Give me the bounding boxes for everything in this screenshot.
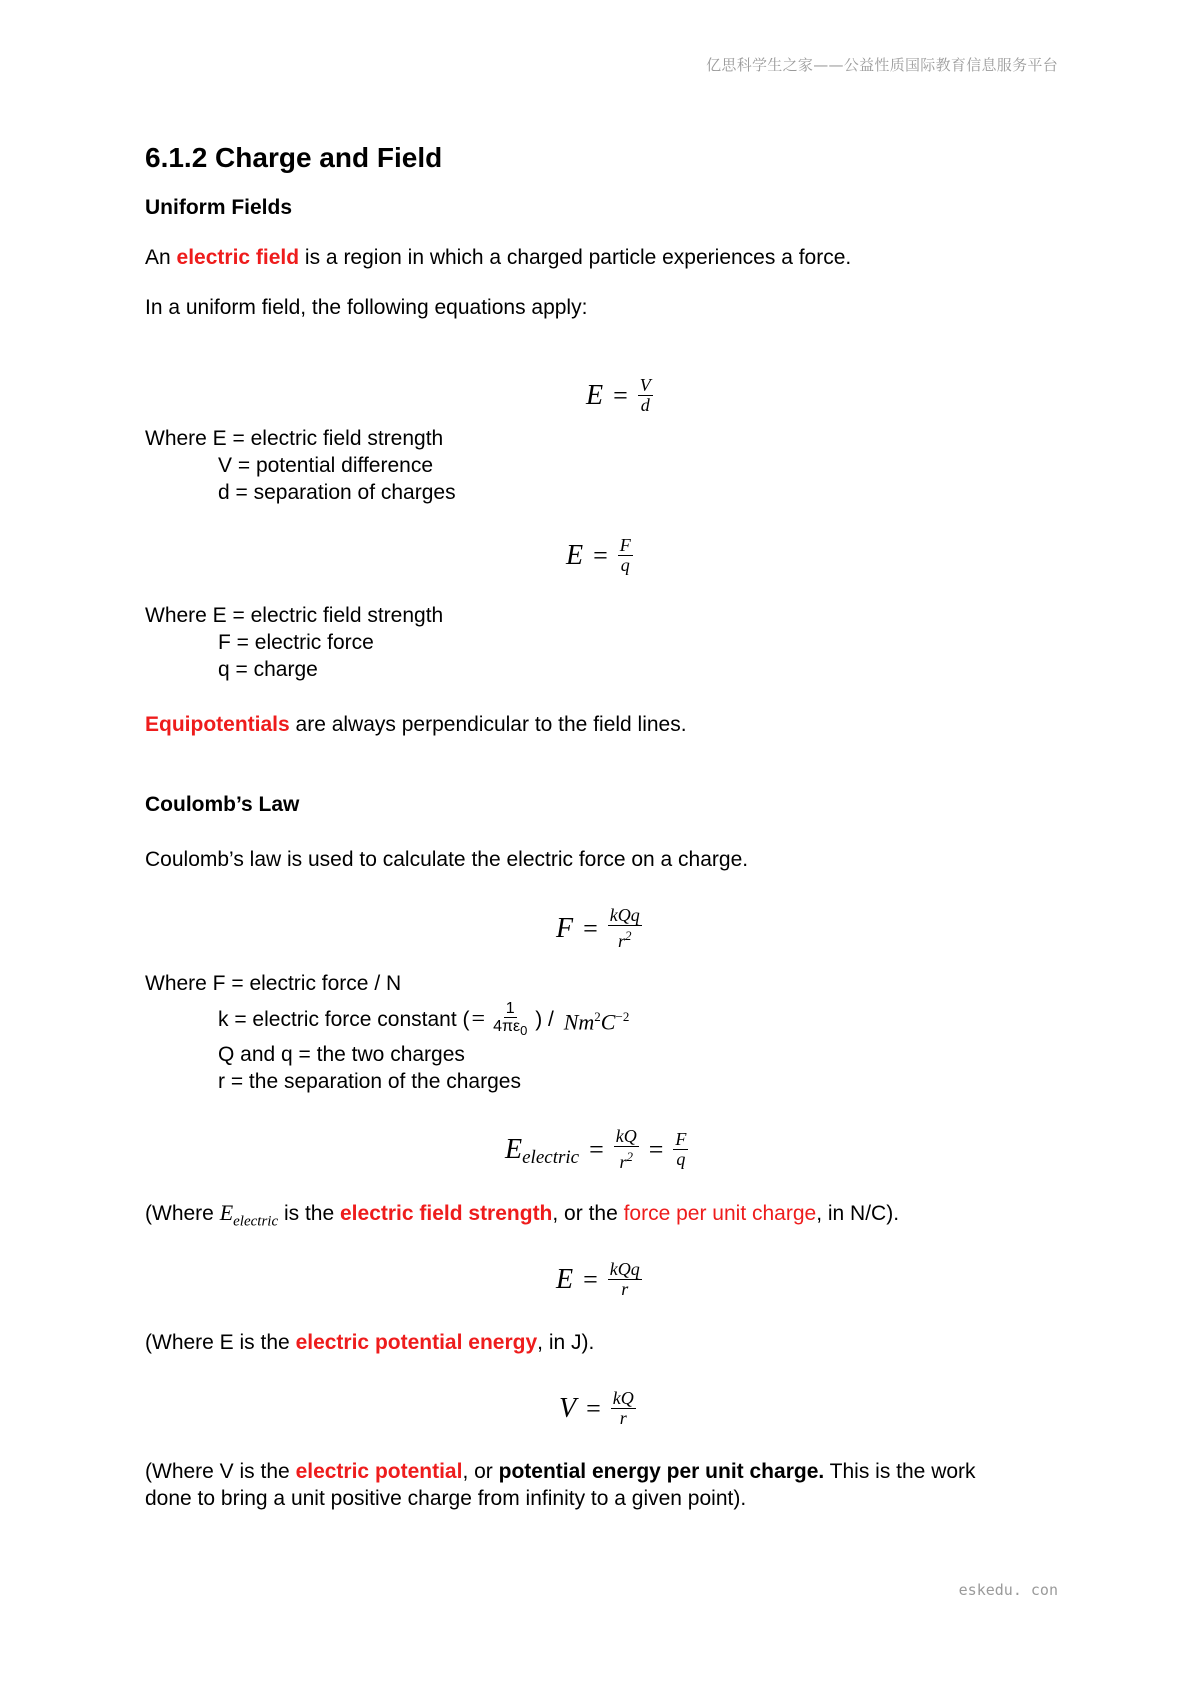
paragraph-electric-field-def: An electric field is a region in which a charged particle experiences a force. [145,246,852,269]
equation-f-kqq-over-r2: F = $\frac{\text{kQq}}{r^2}$ [556,905,640,951]
footer-url: eskedu. con [958,1581,1058,1599]
where-line: F = electric force [218,631,374,654]
paragraph-equipotentials: Equipotentials are always perpendicular to the field lines. [145,713,687,736]
where-line: d = separation of charges [218,481,456,504]
page-title: 6.1.2 Charge and Field [145,142,443,173]
heading-coulombs-law: Coulomb’s Law [145,793,300,816]
term-electric-potential-energy: electric potential energy [295,1331,538,1354]
term-electric-field: electric field [176,246,300,269]
equation-v-kq-over-r: V = $\frac{kQ}{r}$ [559,1388,634,1428]
equation-e-f-over-q: E = $\frac{F}{q}$ [566,535,631,575]
paragraph-uniform-equations: In a uniform field, the following equations apply: [145,296,588,319]
paragraph-electric-potential-line2: done to bring a unit positive charge from infinity to a given point). [145,1487,747,1510]
where-line: Where F = electric force / N [145,972,402,995]
paragraph-field-strength: (Where $E_{electric}$ is the electric field strength , or the force per unit charge , in N/C). [145,1200,900,1230]
where-line-k-constant: k = electric force constant ( = $\frac{1}{4\pi\varepsilon_0}$ ) / $Nm^2C^{-2}$ [218,1000,630,1039]
where-line: Where E = electric field strength [145,604,444,627]
where-line: q = charge [218,658,318,681]
header-site: 亿思科学生之家——公益性质国际教育信息服务平台 [706,56,1058,74]
equation-e-kqq-over-r: E = $\frac{\text{kQq}}{r}$ [556,1259,640,1299]
paragraph-coulomb-intro: Coulomb’s law is used to calculate the electric force on a charge. [145,848,749,871]
term-electric-field-strength: electric field strength [340,1202,553,1225]
where-line: V = potential difference [218,454,434,477]
term-equipotentials: Equipotentials [145,713,290,736]
where-line: r = the separation of the charges [218,1070,521,1093]
heading-uniform-fields: Uniform Fields [145,196,293,219]
where-line: Q and q = the two charges [218,1043,465,1066]
paragraph-electric-potential: (Where V is the electric potential, or potential energy per unit charge. This is the work [145,1460,976,1483]
equation-e-v-over-d: E = $\frac{V}{d}$ [586,375,651,415]
term-electric-potential: electric potential [295,1460,463,1483]
term-force-per-unit-charge: force per unit charge [623,1202,817,1225]
paragraph-potential-energy: (Where E is the electric potential energy, in J). [145,1331,595,1354]
where-line: Where E = electric field strength [145,427,444,450]
equation-e-electric: E electric = $\frac{kQ}{r^2}$ = $\frac{F}{q}$ [505,1126,687,1172]
